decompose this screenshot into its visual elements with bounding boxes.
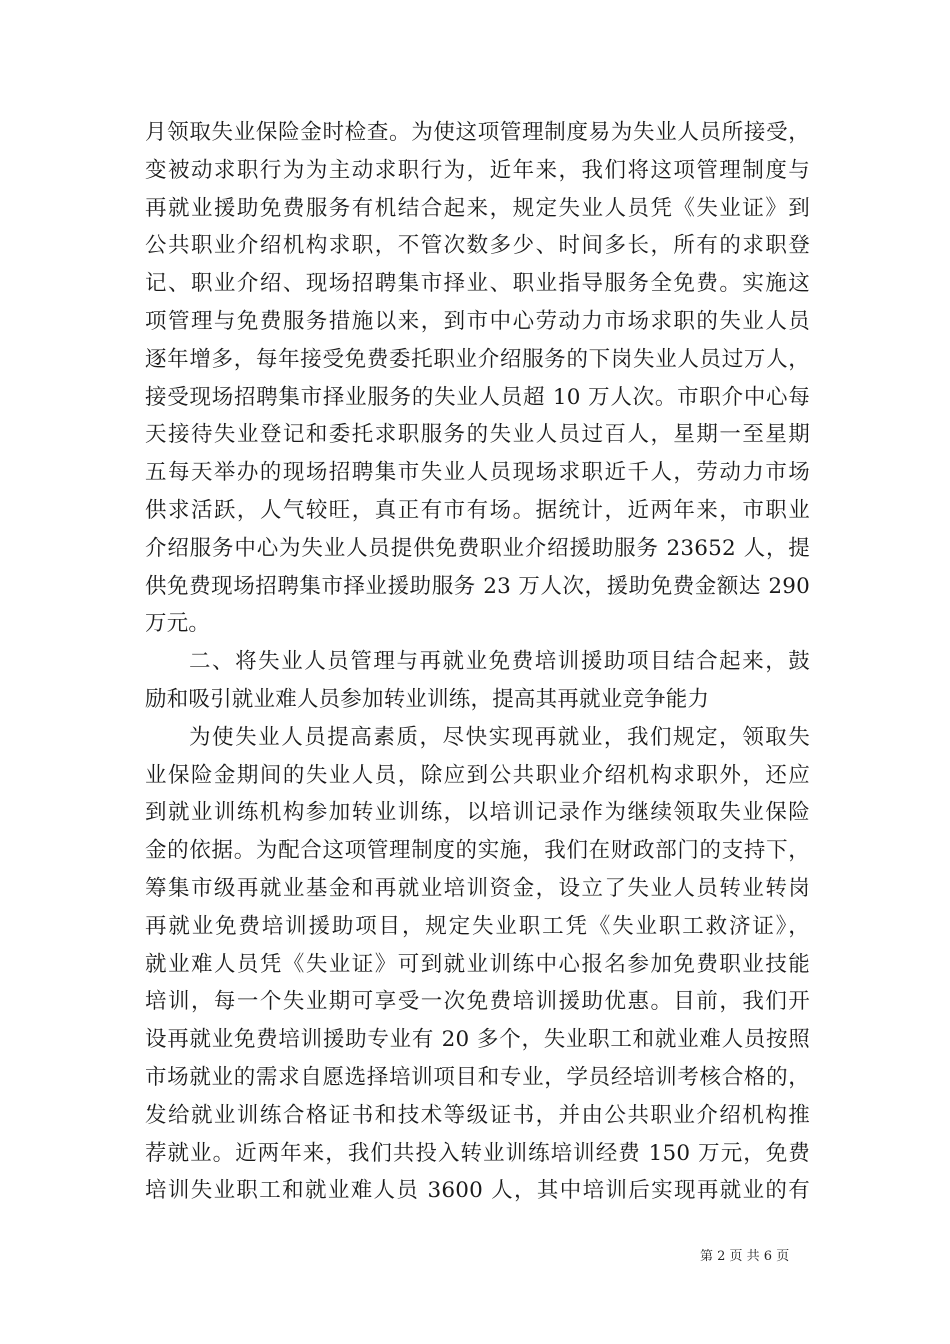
text-line: 设再就业免费培训援助专业有 20 多个，失业职工和就业难人员按照 (145, 1027, 810, 1053)
page-number: 第 2 页 共 6 页 (700, 1249, 790, 1264)
text-line: 培训，每一个失业期可享受一次免费培训援助优惠。目前，我们开 (145, 989, 810, 1015)
text-line: 发给就业训练合格证书和技术等级证书，并由公共职业介绍机构推 (145, 1102, 810, 1128)
text-line: 再就业援助免费服务有机结合起来，规定失业人员凭《失业证》到 (145, 195, 810, 221)
text-line: 逐年增多，每年接受免费委托职业介绍服务的下岗失业人员过万人， (145, 346, 810, 372)
text-line: 公共职业介绍机构求职，不管次数多少、时间多长，所有的求职登 (145, 233, 810, 259)
section-heading-2 (145, 643, 810, 719)
text-line: 到就业训练机构参加转业训练，以培训记录作为继续领取失业保险 (145, 800, 810, 826)
text-line: 供免费现场招聘集市择业援助服务 23 万人次，援助免费金额达 290 (145, 573, 810, 599)
text-line: 再就业免费培训援助项目，规定失业职工凭《失业职工救济证》， (145, 913, 810, 939)
heading-line: 二、将失业人员管理与再就业免费培训援助项目结合起来，鼓 (189, 649, 810, 675)
text-line: 市场就业的需求自愿选择培训项目和专业，学员经培训考核合格的， (145, 1064, 810, 1090)
paragraph-1 (145, 114, 810, 643)
text-line: 介绍服务中心为失业人员提供免费职业介绍援助服务 23652 人，提 (145, 535, 810, 561)
text-line: 就业难人员凭《失业证》可到就业训练中心报名参加免费职业技能 (145, 951, 810, 977)
text-line: 记、职业介绍、现场招聘集市择业、职业指导服务全免费。实施这 (145, 271, 810, 297)
text-line: 供求活跃，人气较旺，真正有市有场。据统计，近两年来，市职业 (145, 497, 810, 523)
text-line: 天接待失业登记和委托求职服务的失业人员过百人，星期一至星期 (145, 422, 810, 448)
text-line: 月领取失业保险金时检查。为使这项管理制度易为失业人员所接受， (145, 120, 810, 145)
paragraph-3 (145, 719, 810, 1210)
text-line: 培训失业职工和就业难人员 3600 人，其中培训后实现再就业的有 (145, 1178, 810, 1204)
text-line: 变被动求职行为为主动求职行为，近年来，我们将这项管理制度与 (145, 157, 810, 183)
text-line: 为使失业人员提高素质，尽快实现再就业，我们规定，领取失 (189, 724, 810, 750)
text-line: 筹集市级再就业基金和再就业培训资金，设立了失业人员转业转岗 (145, 875, 810, 901)
text-line: 业保险金期间的失业人员，除应到公共职业介绍机构求职外，还应 (145, 762, 810, 788)
text-line: 接受现场招聘集市择业服务的失业人员超 10 万人次。市职介中心每 (145, 384, 810, 410)
text-line: 荐就业。近两年来，我们共投入转业训练培训经费 150 万元，免费 (145, 1140, 810, 1166)
text-line: 五每天举办的现场招聘集市失业人员现场求职近千人，劳动力市场 (145, 460, 810, 486)
text-line: 项管理与免费服务措施以来，到市中心劳动力市场求职的失业人员 (145, 308, 810, 334)
heading-line: 励和吸引就业难人员参加转业训练，提高其再就业竞争能力 (145, 686, 710, 712)
text-line: 万元。 (145, 611, 211, 637)
document-body (145, 114, 810, 1210)
text-line: 金的依据。为配合这项管理制度的实施，我们在财政部门的支持下， (145, 838, 810, 864)
